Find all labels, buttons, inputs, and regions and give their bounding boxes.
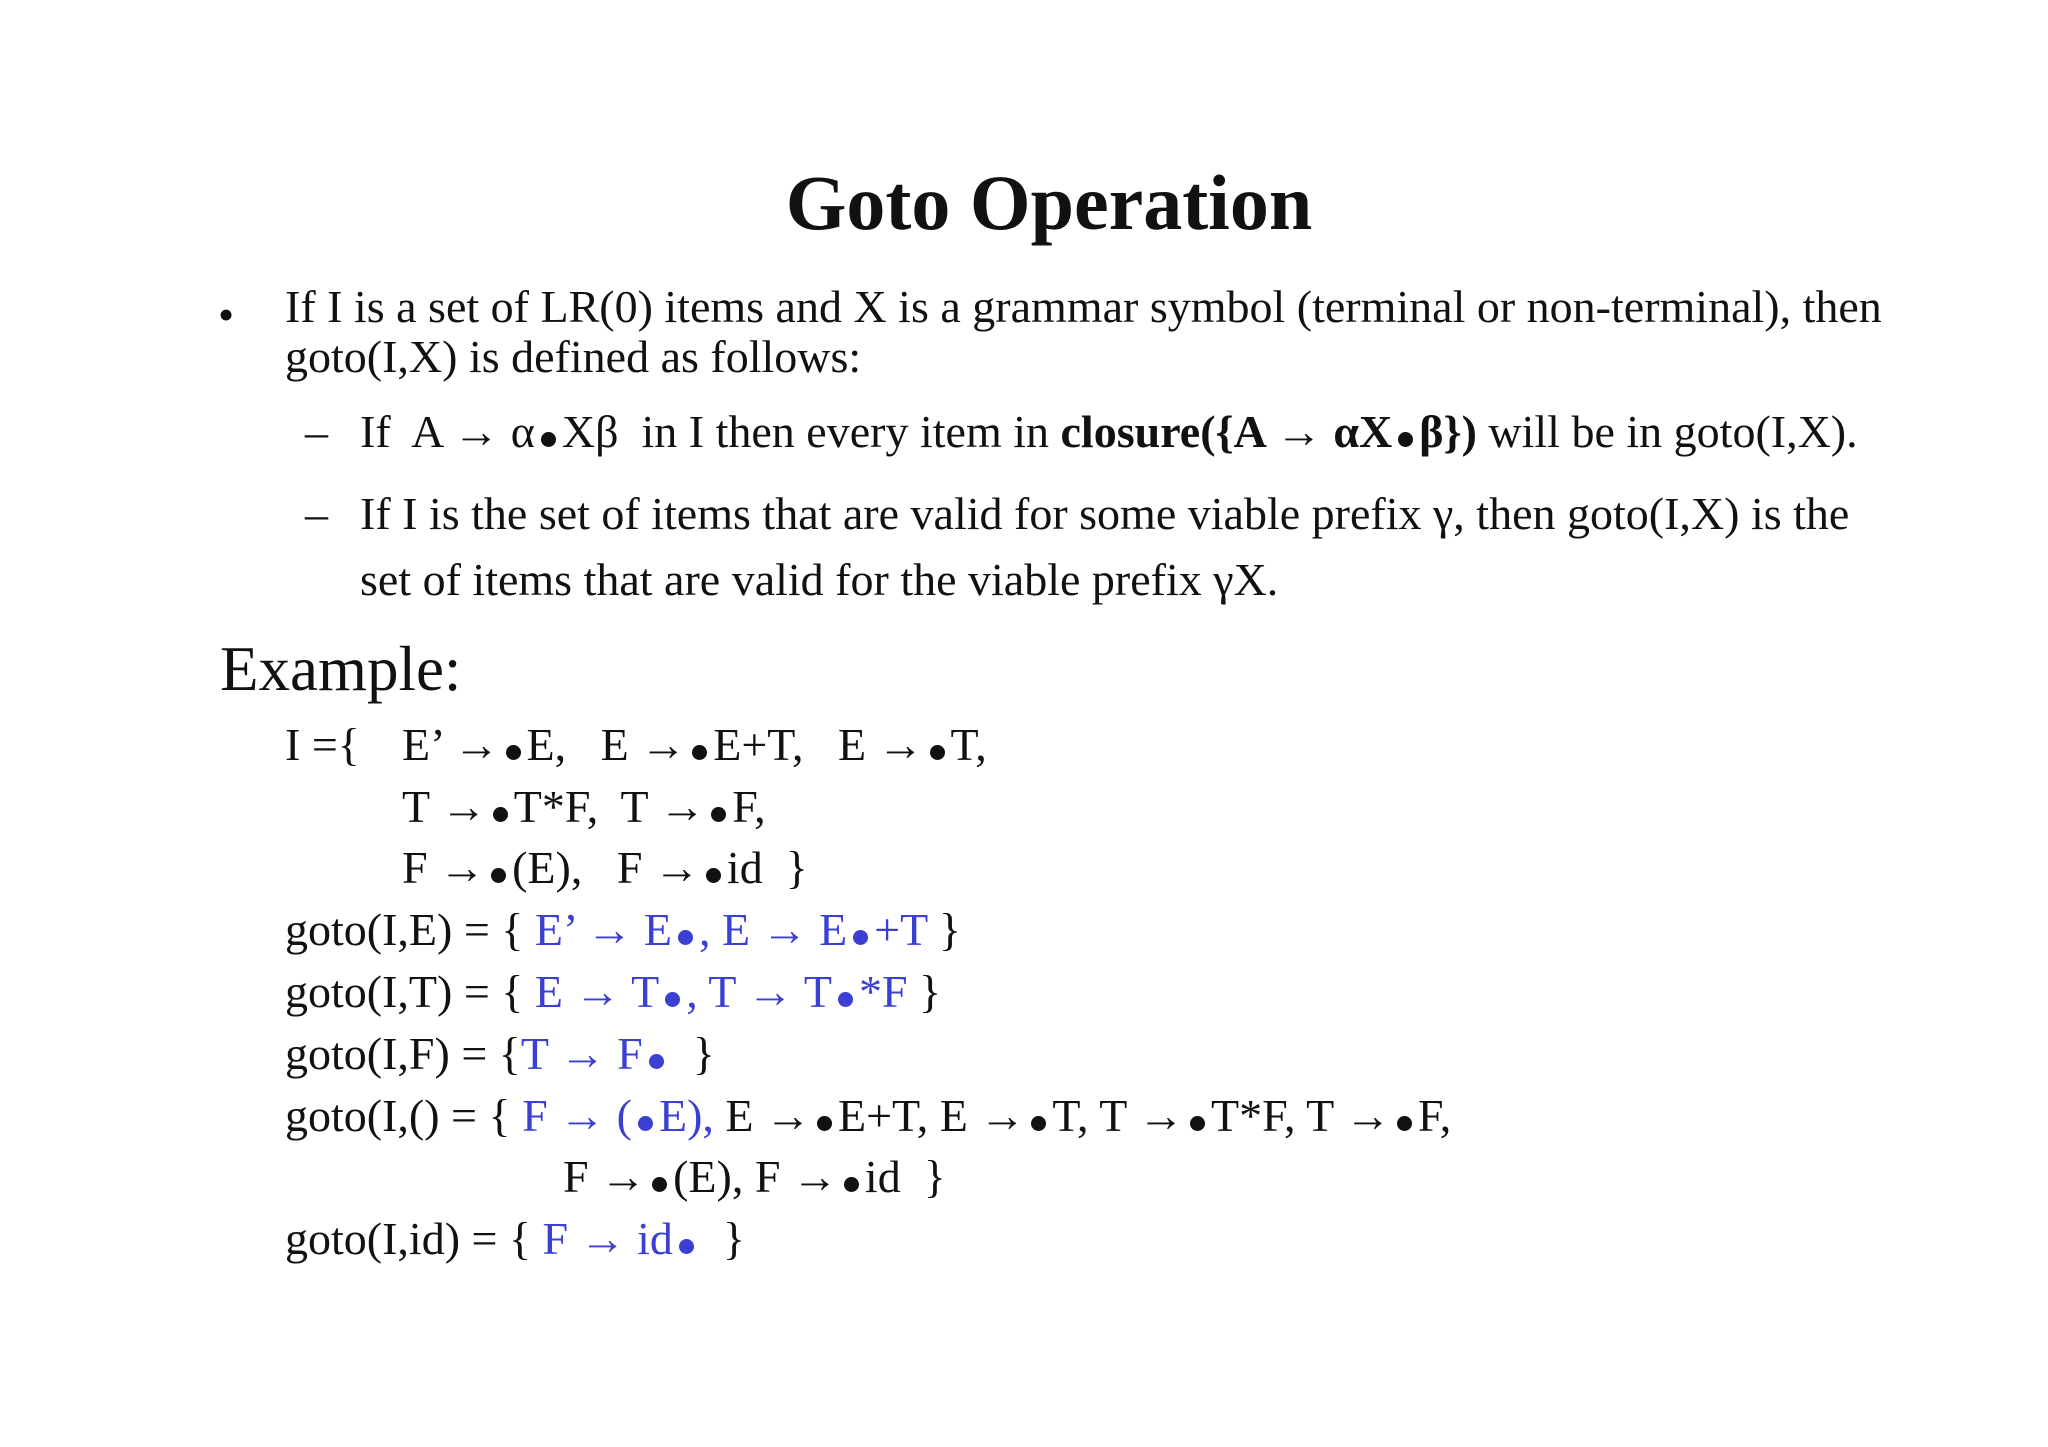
item-dot (1398, 432, 1413, 447)
goto-id-line (285, 1212, 745, 1265)
sub-bullet1-text (360, 405, 1858, 458)
goto-paren-part: F → ( (522, 1090, 632, 1141)
item-dot (692, 745, 707, 760)
goto-paren-part: E), (658, 1090, 714, 1141)
goto-f-suffix: } (669, 1028, 715, 1079)
goto-e-suffix: } (927, 904, 961, 955)
item-dot (817, 1116, 832, 1131)
item-dot (652, 1177, 667, 1192)
i-set-item: (E), F → (512, 842, 700, 893)
sub1-part-e: will be in goto(I,X). (1476, 406, 1858, 457)
goto-f-items (521, 1028, 670, 1079)
item-dot (638, 1116, 653, 1131)
sub-bullet-dash: – (305, 488, 328, 539)
goto-f-line (285, 1027, 715, 1080)
goto-t-line (285, 965, 941, 1018)
sub1-part-b: Xβ in I then every item in (561, 406, 1061, 457)
goto-paren-item: F, (1417, 1090, 1452, 1141)
i-set-item: F → (402, 842, 486, 893)
bullet1-line1: If I is a set of LR(0) items and X is a grammar symbol (terminal or non-terminal), then (285, 281, 1882, 332)
goto-paren-line2 (563, 1150, 946, 1203)
sub-bullet-dash: – (305, 406, 328, 457)
goto-t-items (535, 966, 908, 1017)
item-dot (679, 1239, 694, 1254)
bullet-marker: • (218, 289, 235, 340)
i-set-item: T → (402, 781, 487, 832)
goto-paren-item: (E), F → (673, 1151, 838, 1202)
goto-paren-item: id } (864, 1151, 946, 1202)
item-dot (838, 992, 853, 1007)
goto-f-part: T → F (520, 1028, 643, 1079)
goto-t-prefix: goto(I,T) = { (285, 966, 535, 1017)
goto-f-prefix: goto(I,F) = { (285, 1028, 521, 1079)
item-dot (665, 992, 680, 1007)
item-dot (1031, 1116, 1046, 1131)
goto-paren-item: F → (563, 1151, 647, 1202)
item-dot (1397, 1116, 1412, 1131)
goto-paren-item: T, T → (1052, 1090, 1184, 1141)
goto-t-part: E → T (534, 966, 660, 1017)
sub1-part-c: closure({A → αX (1060, 406, 1393, 457)
i-set-item: E+T, E → (713, 719, 924, 770)
goto-e-line (285, 903, 961, 956)
goto-e-part: , E → E (698, 904, 848, 955)
sub-bullet2-line1: If I is the set of items that are valid for some viable prefix γ, then goto(I,X) is the (360, 488, 1850, 539)
goto-paren-item: E+T, E → (838, 1090, 1026, 1141)
goto-t-suffix: } (907, 966, 942, 1017)
i-set-line3 (402, 841, 808, 894)
bullet1-line2: goto(I,X) is defined as follows: (285, 331, 862, 382)
goto-paren-items (522, 1090, 714, 1141)
item-dot (506, 745, 521, 760)
goto-paren-prefix: goto(I,() = { (285, 1090, 523, 1141)
goto-paren-item: E → (713, 1090, 812, 1141)
item-dot (711, 807, 726, 822)
item-dot (853, 930, 868, 945)
i-set-item: F, (732, 781, 766, 832)
item-dot (1190, 1116, 1205, 1131)
item-dot (678, 930, 693, 945)
goto-e-prefix: goto(I,E) = { (285, 904, 535, 955)
goto-paren-line1 (285, 1089, 1451, 1142)
i-set-item: T, (950, 719, 987, 770)
i-set-line1 (402, 718, 987, 771)
goto-id-items (543, 1213, 700, 1264)
i-set-prefix: I ={ (285, 719, 360, 770)
goto-e-part: +T (874, 904, 928, 955)
i-set-item: id } (726, 842, 808, 893)
goto-id-part: F → id (542, 1213, 673, 1264)
sub1-part-d: β}) (1419, 406, 1477, 457)
goto-id-suffix: } (699, 1213, 746, 1264)
page-title: Goto Operation (785, 159, 1313, 246)
i-set-item: T*F, T → (513, 781, 706, 832)
goto-t-part: *F (858, 966, 908, 1017)
goto-paren-item: T*F, T → (1210, 1090, 1391, 1141)
i-set-item: E, E → (526, 719, 687, 770)
goto-id-prefix: goto(I,id) = { (285, 1213, 543, 1264)
item-dot (491, 868, 506, 883)
item-dot (930, 745, 945, 760)
i-set-item: E’ → (402, 719, 500, 770)
i-set-line2 (402, 780, 766, 833)
item-dot (649, 1054, 664, 1069)
sub-bullet2-line2: set of items that are valid for the viable prefix γX. (360, 554, 1279, 605)
goto-e-items (535, 904, 928, 955)
item-dot (706, 868, 721, 883)
item-dot (541, 432, 556, 447)
item-dot (493, 807, 508, 822)
sub1-part-a: If A → α (360, 406, 535, 457)
example-label: Example: (220, 634, 462, 704)
goto-e-part: E’ → E (534, 904, 672, 955)
goto-t-part: , T → T (686, 966, 832, 1017)
item-dot (844, 1177, 859, 1192)
